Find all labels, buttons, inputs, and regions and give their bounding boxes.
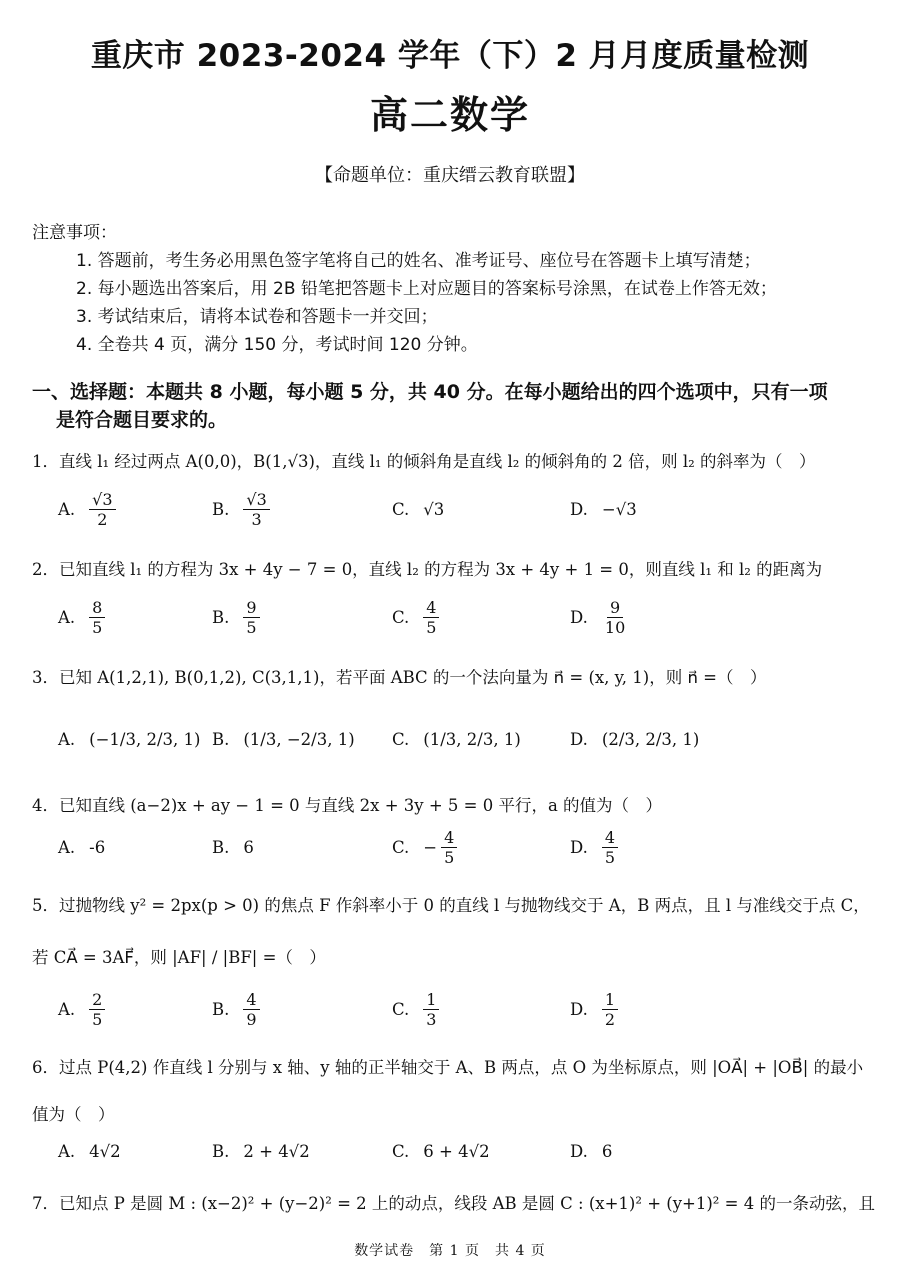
fraction: $\frac{8}{5}$ <box>89 598 105 637</box>
option-label: D. <box>570 1142 588 1161</box>
option-value: (−1/3, 2/3, 1) <box>89 730 201 749</box>
option-label: B. <box>212 608 230 627</box>
fraction: $\frac{√3}{3}$ <box>243 490 269 529</box>
fraction: $\frac{2}{5}$ <box>89 990 105 1029</box>
option-label: D. <box>570 730 588 749</box>
option-value: 2 + 4√2 <box>243 1142 310 1161</box>
option-label: D. <box>570 500 588 519</box>
q6-option-b <box>212 1142 310 1161</box>
question-6-stem-cont: 值为（ ） <box>32 1105 115 1124</box>
note-item: 2. 每小题选出答案后，用 2B 铅笔把答题卡上对应题目的答案标号涂黑，在试卷上作答无效； <box>76 279 777 299</box>
note-item: 4. 全卷共 4 页，满分 150 分，考试时间 120 分钟。 <box>76 335 478 355</box>
fraction: $\frac{4}{5}$ <box>441 828 457 867</box>
option-value: (1/3, −2/3, 1) <box>243 730 355 749</box>
option-label: D. <box>570 608 588 627</box>
q4-option-b <box>212 838 254 857</box>
q4-option-d <box>570 828 618 867</box>
fraction: $\frac{4}{5}$ <box>423 598 439 637</box>
question-5-stem: 5．过抛物线 y² = 2px(p > 0) 的焦点 F 作斜率小于 0 的直线 l 与抛物线交于 A，B 两点，且 l 与准线交于点 C， <box>32 896 870 915</box>
page-footer: 数学试卷 第 1 页 共 4 页 <box>354 1243 546 1259</box>
option-label: C. <box>392 1142 410 1161</box>
q5-option-b <box>212 990 260 1029</box>
option-value: (1/3, 2/3, 1) <box>423 730 521 749</box>
q3-option-b <box>212 730 355 749</box>
q2-option-a <box>58 598 105 637</box>
option-label: C. <box>392 500 410 519</box>
option-value: 6 <box>243 838 254 857</box>
fraction: $\frac{1}{2}$ <box>602 990 618 1029</box>
option-label: C. <box>392 608 410 627</box>
option-value: (2/3, 2/3, 1) <box>601 730 700 749</box>
option-value: −√3 <box>601 500 637 519</box>
option-label: B. <box>212 730 230 749</box>
fraction: $\frac{9}{10}$ <box>604 598 626 637</box>
question-6-stem: 6．过点 P(4,2) 作直线 l 分别与 x 轴、y 轴的正半轴交于 A、B 两点，点 O 为坐标原点，则 |OA⃗| + |OB⃗| 的最小 <box>32 1058 864 1077</box>
q1-option-c <box>392 500 444 519</box>
option-label: C. <box>392 730 410 749</box>
option-value: 6 <box>601 1142 613 1161</box>
option-label: A. <box>58 1000 76 1019</box>
question-2-stem: 2．已知直线 l₁ 的方程为 3x + 4y − 7 = 0，直线 l₂ 的方程为 3x + 4y + 1 = 0，则直线 l₁ 和 l₂ 的距离为 <box>32 560 823 579</box>
fraction: $\frac{1}{3}$ <box>423 990 439 1029</box>
q5-option-a <box>58 990 105 1029</box>
option-label: C. <box>392 838 410 857</box>
q6-option-c <box>392 1142 490 1161</box>
q3-option-c <box>392 730 521 749</box>
option-label: D. <box>570 838 588 857</box>
exam-title: 重庆市 2023-2024 学年（下）2 月月度质量检测 <box>90 38 810 74</box>
option-label: A. <box>58 730 76 749</box>
q6-option-a <box>58 1142 121 1161</box>
question-3-stem: 3．已知 A(1,2,1), B(0,1,2), C(3,1,1)，若平面 ABC 的一个法向量为 n⃗ = (x, y, 1)，则 n⃗ =（ ） <box>32 668 767 687</box>
option-label: B. <box>212 1000 230 1019</box>
q4-option-a <box>58 838 105 857</box>
option-label: D. <box>570 1000 588 1019</box>
q3-option-a <box>58 730 200 749</box>
option-label: A. <box>58 1142 76 1161</box>
option-label: B. <box>212 838 230 857</box>
option-label: A. <box>58 838 76 857</box>
q1-option-a <box>58 490 116 529</box>
option-value: 6 + 4√2 <box>423 1142 490 1161</box>
fraction: $\frac{4}{9}$ <box>243 990 259 1029</box>
option-sign: − <box>423 838 438 857</box>
issuing-unit: 【命题单位：重庆缙云教育联盟】 <box>315 165 585 186</box>
q6-option-d <box>570 1142 612 1161</box>
q2-option-c <box>392 598 439 637</box>
question-5-stem-cont: 若 CA⃗ = 3AF⃗，则 |AF| / |BF| =（ ） <box>32 948 326 967</box>
option-label: A. <box>58 500 76 519</box>
q2-option-b <box>212 598 260 637</box>
q4-option-c <box>392 828 457 867</box>
note-item: 3. 考试结束后，请将本试卷和答题卡一并交回； <box>76 307 438 327</box>
q2-option-d <box>570 598 628 637</box>
section-heading <box>32 378 872 434</box>
option-value: √3 <box>423 500 445 519</box>
option-label: B. <box>212 1142 230 1161</box>
option-label: C. <box>392 1000 410 1019</box>
fraction: $\frac{9}{5}$ <box>243 598 259 637</box>
notes-heading: 注意事项： <box>32 223 117 243</box>
option-value: 4√2 <box>89 1142 121 1161</box>
q1-option-d <box>570 500 637 519</box>
q1-option-b <box>212 490 270 529</box>
option-label: B. <box>212 500 230 519</box>
question-7-stem: 7．已知点 P 是圆 M : (x−2)² + (y−2)² = 2 上的动点，线段 AB 是圆 C : (x+1)² + (y+1)² = 4 的一条动弦，且 <box>32 1194 875 1213</box>
option-label: A. <box>58 608 76 627</box>
note-item: 1. 答题前，考生务必用黑色签字笔将自己的姓名、准考证号、座位号在答题卡上填写清楚； <box>76 251 761 271</box>
fraction: $\frac{√3}{2}$ <box>89 490 115 529</box>
q5-option-d <box>570 990 618 1029</box>
fraction: $\frac{4}{5}$ <box>602 828 618 867</box>
question-4-stem: 4．已知直线 (a−2)x + ay − 1 = 0 与直线 2x + 3y + 5 = 0 平行，a 的值为（ ） <box>32 796 663 815</box>
section-heading-line1: 一、选择题：本题共 8 小题，每小题 5 分，共 40 分。在每小题给出的四个选项中，只有一项 <box>32 381 828 403</box>
option-value: -6 <box>89 838 106 857</box>
question-1-stem: 1．直线 l₁ 经过两点 A(0,0)，B(1,√3)，直线 l₁ 的倾斜角是直线 l₂ 的倾斜角的 2 倍，则 l₂ 的斜率为（ ） <box>32 452 816 471</box>
q3-option-d <box>570 730 699 749</box>
section-heading-line2: 是符合题目要求的。 <box>56 409 228 431</box>
q5-option-c <box>392 990 439 1029</box>
subject-title: 高二数学 <box>369 93 530 137</box>
